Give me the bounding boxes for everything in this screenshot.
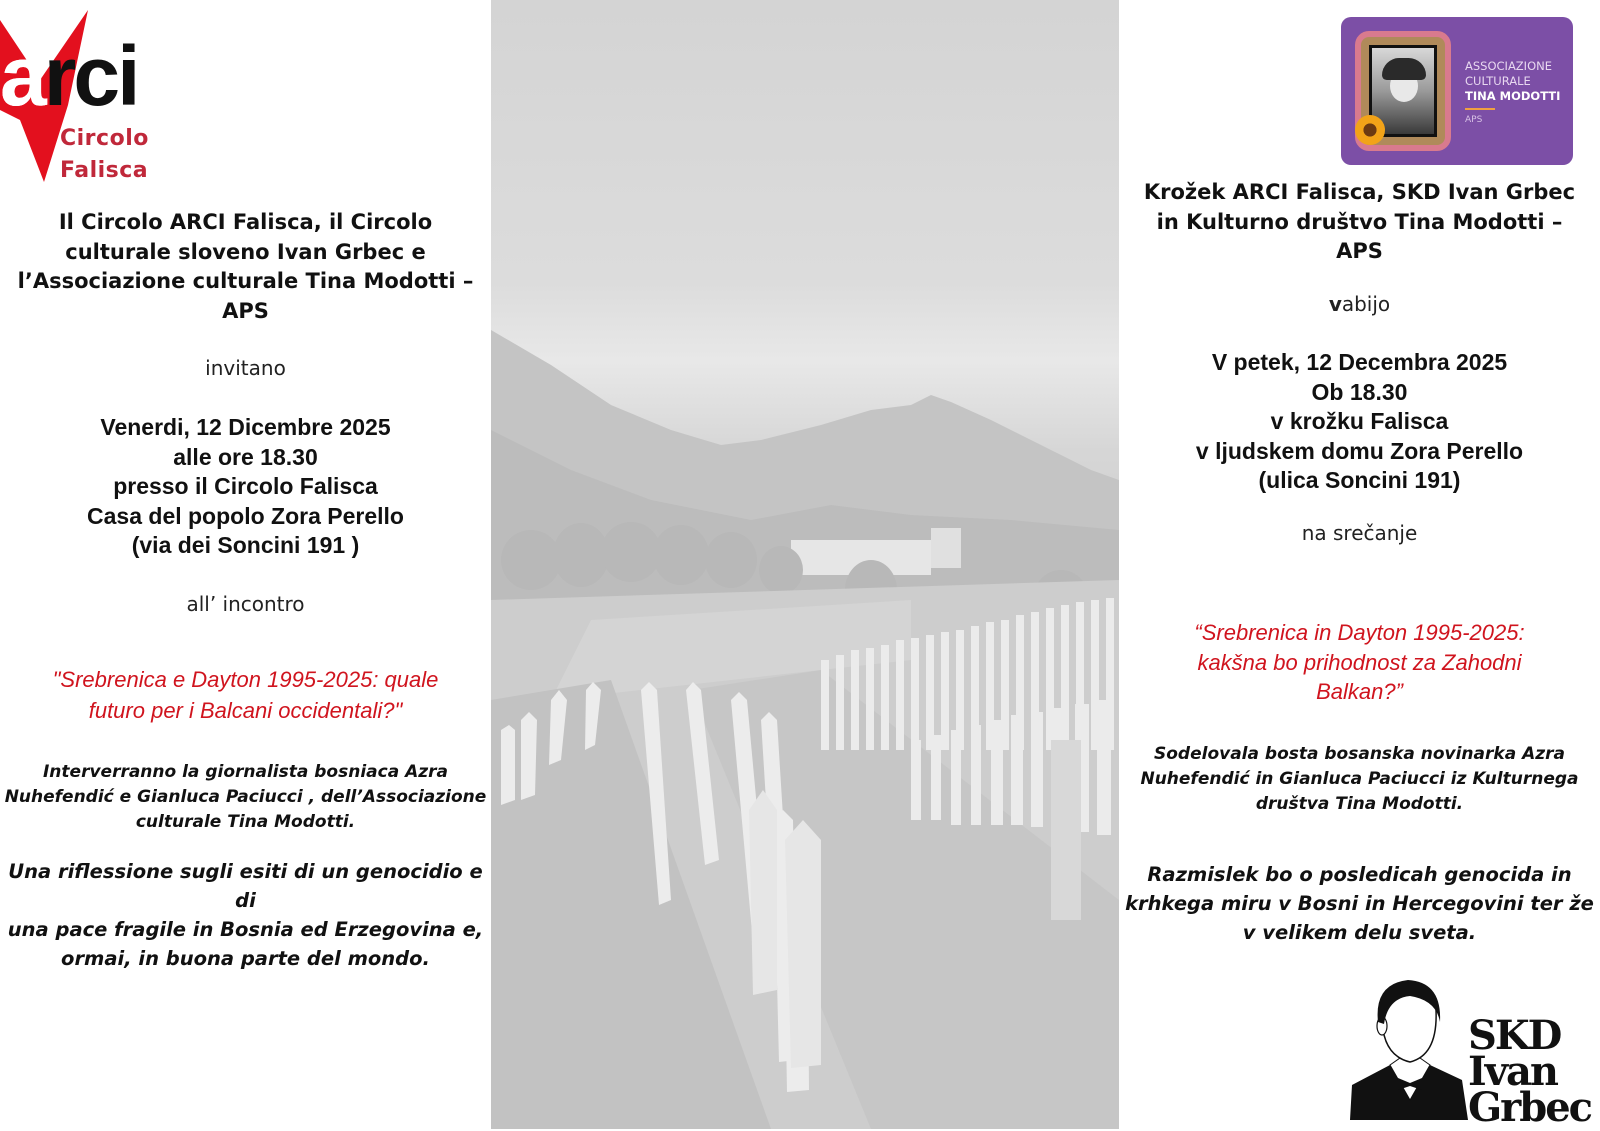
slovenian-event-title — [1119, 618, 1600, 707]
slovenian-invite-verb — [1119, 292, 1600, 316]
italian-meeting-label: all’ incontro — [186, 592, 305, 616]
title-line: "Srebrenica e Dayton 1995-2025: quale — [52, 667, 439, 692]
skd-line: Grbec — [1468, 1084, 1592, 1131]
event-venue-building: v ljudskem domu Zora Perello — [1195, 437, 1524, 464]
organizers-line: culturale sloveno Ivan Grbec e — [65, 239, 426, 264]
italian-invite-verb: invitano — [205, 356, 286, 380]
reflection-line: krhkega miru v Bosni in Hercegovini ter že — [1125, 892, 1594, 915]
event-date: Venerdi, 12 Dicembre 2025 — [100, 414, 391, 440]
organizers-line: Il Circolo ARCI Falisca, il Circolo — [58, 210, 433, 234]
title-line: kakšna bo prihodnost za Zahodni — [1197, 649, 1522, 675]
organizers-line: l’Associazione culturale Tina Modotti – — [17, 269, 474, 293]
title-line: “Srebrenica in Dayton 1995-2025: — [1194, 620, 1525, 645]
event-date: V petek, 12 Decembra 2025 — [1211, 349, 1508, 375]
organizers-line: APS — [222, 298, 269, 323]
skd-line: Ivan — [1468, 1048, 1557, 1095]
invite-verb-bold-letter: v — [1328, 292, 1342, 316]
slovenian-date-venue — [1119, 348, 1600, 496]
speakers-line: Interverranno la giornalista bosniaca Azra — [42, 762, 448, 782]
event-venue: presso il Circolo Falisca — [113, 473, 378, 499]
organizers-line: Krožek ARCI Falisca, SKD Ivan Grbec — [1143, 180, 1576, 204]
arci-rci-letters: rci — [43, 29, 138, 123]
reflection-line: v velikem delu sveta. — [1242, 921, 1477, 944]
arci-sub-line2: Falisca — [60, 158, 149, 183]
arci-circolo-falisca-logo — [0, 10, 200, 190]
reflection-line: una pace fragile in Bosnia ed Erzegovina e, — [7, 918, 484, 941]
event-time: alle ore 18.30 — [173, 443, 318, 470]
italian-organizers — [0, 208, 491, 326]
event-time: Ob 18.30 — [1311, 378, 1408, 405]
slovenian-speakers — [1119, 742, 1600, 817]
event-venue: v krožku Falisca — [1270, 408, 1449, 434]
italian-column — [0, 0, 491, 1131]
logo-text-line: TINA MODOTTI — [1465, 89, 1561, 103]
event-address: (via dei Soncini 191 ) — [131, 532, 360, 558]
cemetery-landscape-image — [491, 0, 1119, 1129]
italian-speakers — [0, 760, 491, 835]
reflection-line: Razmislek bo o posledicah genocida in — [1147, 863, 1572, 886]
skd-ivan-grbec-logo — [1350, 970, 1592, 1131]
speakers-line: culturale Tina Modotti. — [135, 812, 356, 832]
arci-wordmark — [0, 29, 138, 123]
reflection-line: Una riflessione sugli esiti di un genocidio e di — [8, 860, 483, 912]
reflection-line: ormai, in buona parte del mondo. — [61, 947, 430, 970]
italian-reflection — [0, 857, 491, 973]
organizers-line: in Kulturno društvo Tina Modotti – — [1156, 209, 1563, 234]
ivan-grbec-silhouette-icon — [1350, 970, 1480, 1120]
event-venue-building: Casa del popolo Zora Perello — [87, 502, 404, 529]
logo-text-aps: APS — [1465, 115, 1483, 125]
logo-text-line: ASSOCIAZIONE — [1465, 59, 1552, 73]
speakers-line: Nuhefendić e Gianluca Paciucci , dell’Associazione — [4, 787, 487, 807]
event-address: (ulica Soncini 191) — [1258, 467, 1461, 493]
slovenian-column — [1119, 0, 1600, 1131]
srebrenica-memorial-photo — [491, 0, 1119, 1129]
invite-verb-rest: abijo — [1341, 292, 1391, 316]
speakers-line: Sodelovala bosta bosanska novinarka Azra — [1154, 744, 1565, 764]
italian-date-venue — [0, 413, 491, 561]
slovenian-reflection — [1119, 860, 1600, 947]
arci-sub-line1: Circolo — [60, 126, 149, 151]
speakers-line: društva Tina Modotti. — [1255, 794, 1464, 814]
title-line: futuro per i Balcani occidentali?" — [88, 698, 403, 723]
italian-event-title — [0, 664, 491, 726]
slovenian-meeting-label: na srečanje — [1301, 521, 1418, 545]
skd-ivan-grbec-wordmark — [1468, 1012, 1592, 1131]
skd-line: SKD — [1468, 1012, 1561, 1059]
slovenian-organizers — [1119, 178, 1600, 267]
logo-text-line: CULTURALE — [1465, 74, 1531, 88]
arci-a-letter: a — [0, 29, 44, 123]
speakers-line: Nuhefendić in Gianluca Paciucci iz Kulturnega — [1140, 769, 1579, 789]
organizers-line: APS — [1336, 239, 1383, 263]
title-line: Balkan?” — [1316, 679, 1403, 704]
